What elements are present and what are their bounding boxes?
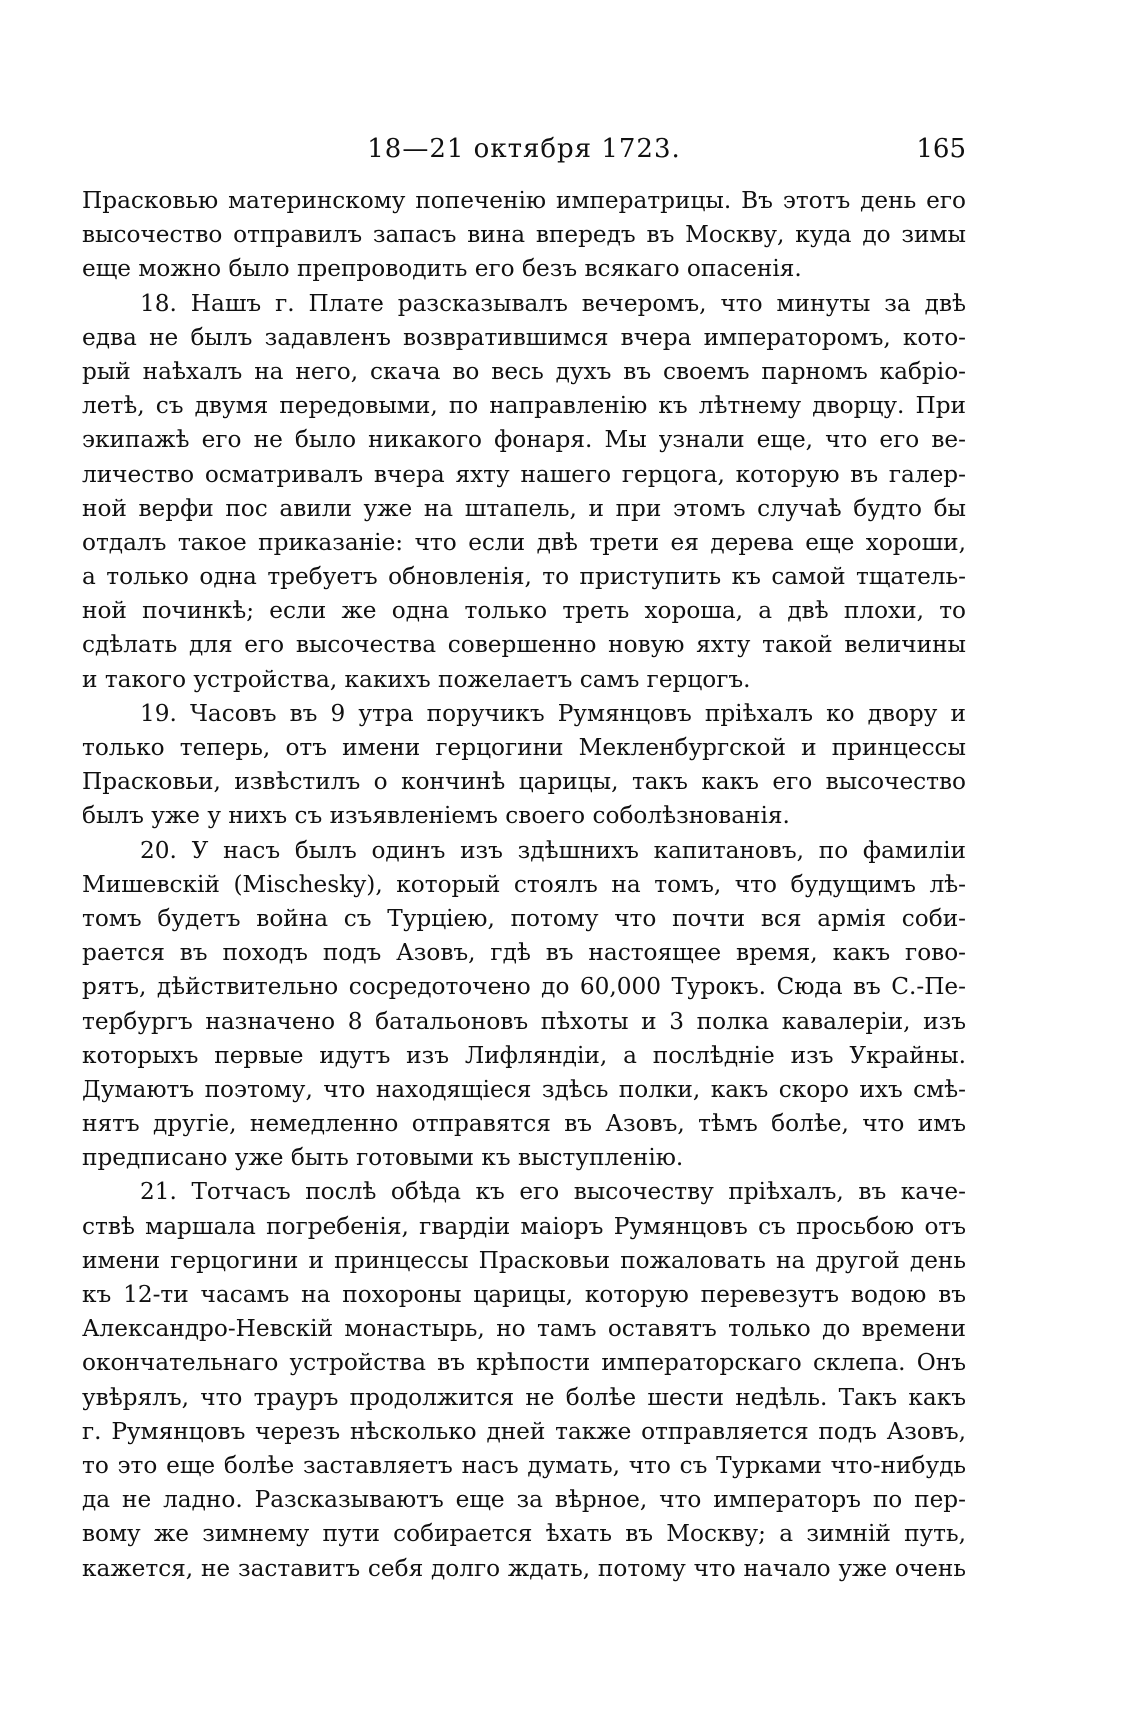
text-line: сдѣлать для его высочества совершенно новую яхту такой величины (82, 631, 966, 659)
text-line: Прасковью материнскому попеченію императрицы. Въ этотъ день его (82, 187, 966, 214)
text-line: летѣ, съ двумя передовыми, по направленію къ лѣтнему дворцу. При (82, 392, 966, 420)
text-line: которыхъ первые идутъ изъ Лифляндіи, а послѣдніе изъ Украйны. (82, 1041, 966, 1069)
text-line: едва не былъ задавленъ возвратившимся вчера императоромъ, кото- (82, 323, 966, 351)
text-line: имени герцогини и принцессы Прасковьи пожаловать на другой день (82, 1246, 966, 1274)
text-line: ной починкѣ; если же одна только треть хороша, а двѣ плохи, то (82, 597, 966, 625)
text-line: то это еще болѣе заставляетъ насъ думать, что съ Турками что-нибудь (82, 1451, 966, 1479)
text-line: г. Румянцовъ черезъ нѣсколько дней также отправляется подъ Азовъ, (82, 1417, 966, 1445)
text-line: тербургъ назначено 8 батальоновъ пѣхоты и 3 полка кавалеріи, изъ (82, 1007, 966, 1035)
text-line: Думаютъ поэтому, что находящіеся здѣсь полки, какъ скоро ихъ смѣ- (82, 1075, 966, 1103)
text-line: былъ уже у нихъ съ изъявленіемъ своего соболѣзнованія. (82, 802, 790, 830)
text-line: Мишевскій (Mischesky), который стоялъ на томъ, что будущимъ лѣ- (82, 870, 966, 898)
text-line: къ 12-ти часамъ на похороны царицы, которую перевезутъ водою въ (82, 1281, 966, 1308)
text-line: высочество отправилъ запасъ вина впередъ въ Москву, куда до зимы (82, 221, 966, 249)
text-line: экипажѣ его не было никакого фонаря. Мы узнали еще, что его ве- (82, 426, 966, 454)
text-line: кажется, не заставитъ себя долго ждать, потому что начало уже очень (82, 1554, 966, 1582)
text-line: еще можно было препроводить его безъ всякаго опасенія. (82, 255, 802, 283)
text-line: только теперь, отъ имени герцогини Мекленбургской и принцессы (82, 734, 966, 761)
text-line: Александро-Невскій монастырь, но тамъ оставятъ только до времени (82, 1315, 966, 1343)
page-header (82, 134, 966, 168)
text-line: 19. Часовъ въ 9 утра поручикъ Румянцовъ пріѣхалъ ко двору и (140, 699, 966, 727)
text-line: томъ будетъ война съ Турціею, потому что почти вся армія соби- (82, 904, 966, 932)
text-line: нятъ другіе, немедленно отправятся въ Азовъ, тѣмъ болѣе, что имъ (82, 1110, 966, 1138)
body-text (82, 184, 966, 1586)
running-title: 18—21 октября 1723. (367, 134, 681, 164)
text-line: а только одна требуетъ обновленія, то приступить къ самой тщатель- (82, 563, 966, 591)
text-line: ной верфи пос авили уже на штапель, и при этомъ случаѣ будто бы (82, 494, 966, 522)
text-line: окончательнаго устройства въ крѣпости императорскаго склепа. Онъ (82, 1349, 966, 1377)
text-line: вому же зимнему пути собирается ѣхать въ Москву; а зимній путь, (82, 1520, 966, 1548)
text-line: 18. Нашъ г. Плате разсказывалъ вечеромъ, что минуты за двѣ (140, 289, 966, 317)
text-line: рается въ походъ подъ Азовъ, гдѣ въ настоящее время, какъ гово- (82, 939, 966, 967)
text-line: ствѣ маршала погребенія, гвардіи маіоръ Румянцовъ съ просьбою отъ (82, 1212, 966, 1240)
text-line: и такого устройства, какихъ пожелаетъ самъ герцогъ. (82, 665, 751, 693)
text-line: 20. У насъ былъ одинъ изъ здѣшнихъ капитановъ, по фамиліи (140, 836, 966, 864)
text-line: отдалъ такое приказаніе: что если двѣ трети ея дерева еще хороши, (82, 528, 966, 556)
text-line: да не ладно. Разсказываютъ еще за вѣрное, что императоръ по пер- (82, 1486, 966, 1514)
text-line: предписано уже быть готовыми къ выступленію. (82, 1144, 684, 1172)
text-line: увѣрялъ, что трауръ продолжится не болѣе шести недѣль. Такъ какъ (82, 1383, 966, 1411)
text-line: личество осматривалъ вчера яхту нашего герцога, которую въ галер- (82, 460, 966, 488)
text-line: 21. Тотчасъ послѣ обѣда къ его высочеству пріѣхалъ, въ каче- (140, 1178, 966, 1206)
text-line: рятъ, дѣйствительно сосредоточено до 60,000 Турокъ. Сюда въ С.-Пе- (82, 973, 966, 1001)
text-line: рый наѣхалъ на него, скача во весь духъ въ своемъ парномъ кабріо- (82, 357, 966, 385)
text-line: Прасковьи, извѣстилъ о кончинѣ царицы, такъ какъ его высочество (82, 768, 966, 796)
page-number: 165 (916, 134, 966, 164)
